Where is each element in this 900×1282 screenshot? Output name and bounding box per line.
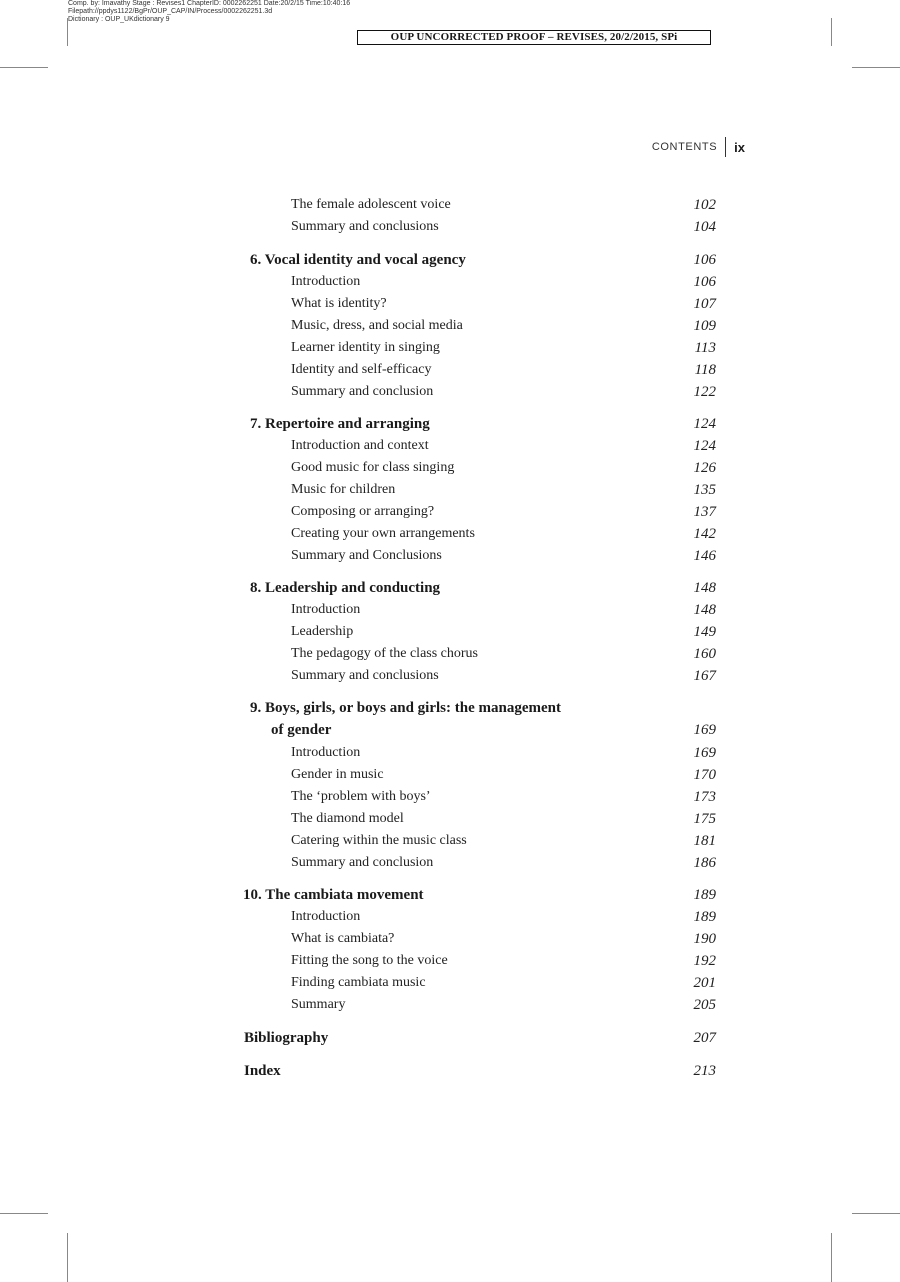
toc-entry-page: 142 [693, 526, 716, 542]
toc-entry-title: Leadership [291, 624, 354, 639]
toc-entry-page: 181 [693, 833, 716, 849]
toc-entry-title: The ‘problem with boys’ [291, 789, 431, 804]
chapter-title: 9. Boys, girls, or boys and girls: the management [250, 700, 561, 716]
meta-line-2: Filepath://ppdys1122/BgPr/OUP_CAP/IN/Process/0002262251.3d [68, 8, 273, 15]
toc-entry-page: 137 [693, 504, 716, 520]
toc-entry-page: 106 [693, 274, 716, 290]
crop-mark [852, 67, 900, 68]
toc-entry-title: Summary and conclusions [291, 668, 439, 683]
toc-entry-page: 148 [693, 602, 716, 618]
toc-entry-page: 104 [693, 219, 716, 235]
toc-entry-title: Gender in music [291, 767, 384, 782]
index-title: Index [244, 1063, 281, 1079]
toc-entry-title: Summary and conclusions [291, 219, 439, 234]
chapter-page: 124 [693, 416, 716, 432]
chapter-title: 8. Leadership and conducting [250, 580, 441, 596]
chapter-page: 106 [693, 252, 716, 268]
toc-entry-title: Summary [291, 997, 346, 1012]
toc-entry-title: Music, dress, and social media [291, 318, 463, 333]
toc-entry-title: Catering within the music class [291, 833, 467, 848]
toc-entry-page: 192 [693, 953, 716, 969]
proof-metadata [68, 0, 350, 24]
crop-mark [67, 18, 68, 46]
toc-entry-page: 169 [693, 745, 716, 761]
toc-entry-title: The pedagogy of the class chorus [291, 646, 478, 661]
bibliography-title: Bibliography [244, 1030, 329, 1046]
toc-entry-page: 205 [693, 997, 716, 1013]
toc-entry-title: Finding cambiata music [291, 975, 426, 990]
bibliography-page: 207 [693, 1030, 716, 1046]
toc-entry-title: Introduction [291, 602, 361, 617]
toc-entry-page: 170 [693, 767, 716, 783]
toc-entry-page: 135 [693, 482, 716, 498]
proof-banner: OUP UNCORRECTED PROOF – REVISES, 20/2/2015, SPi [357, 30, 711, 45]
toc-entry-page: 149 [693, 624, 716, 640]
toc-entry-page: 167 [693, 668, 716, 684]
crop-mark [67, 1233, 68, 1282]
toc-entry-title: Good music for class singing [291, 460, 455, 475]
toc-entry-title: Summary and Conclusions [291, 548, 442, 563]
toc-entry-title: The female adolescent voice [291, 197, 451, 212]
toc-entry-title: The diamond model [291, 811, 404, 826]
toc-entry-page: 113 [694, 340, 716, 356]
toc-entry-title: Summary and conclusion [291, 384, 434, 399]
index-page: 213 [693, 1063, 716, 1079]
toc-entry-page: 118 [694, 362, 716, 378]
toc-entry-page: 122 [693, 384, 716, 400]
running-head [652, 137, 745, 157]
chapter-page: 169 [693, 722, 716, 738]
page-number: ix [734, 139, 745, 155]
crop-mark [0, 67, 48, 68]
toc-entry-page: 186 [693, 855, 716, 871]
crop-mark [852, 1213, 900, 1214]
toc-entry-title: What is identity? [291, 296, 387, 311]
toc-entry-title: Music for children [291, 482, 396, 497]
toc-entry-title: Fitting the song to the voice [291, 953, 448, 968]
crop-mark [0, 1213, 48, 1214]
chapter-title: 10. The cambiata movement [243, 887, 424, 903]
toc-entry-title: Summary and conclusion [291, 855, 434, 870]
toc-entry-title: Identity and self-efficacy [291, 362, 432, 377]
toc-entry-title: Composing or arranging? [291, 504, 435, 519]
toc-entry-title: Introduction [291, 745, 361, 760]
crop-mark [831, 18, 832, 46]
chapter-page: 148 [693, 580, 716, 596]
chapter-title-continued: of gender [271, 722, 332, 738]
toc-entry-page: 201 [693, 975, 716, 991]
toc-entry-page: 175 [693, 811, 716, 827]
chapter-title: 6. Vocal identity and vocal agency [250, 252, 466, 268]
toc-entry-page: 126 [693, 460, 716, 476]
meta-line-1: Comp. by: Imavathy Stage : Revises1 ChapterID: 0002262251 Date:20/2/15 Time:10:40:16 [68, 0, 351, 7]
toc-entry-title: What is cambiata? [291, 931, 395, 946]
crop-mark [831, 1233, 832, 1282]
toc-entry-title: Introduction and context [291, 438, 429, 453]
toc-entry-title: Introduction [291, 274, 361, 289]
toc-entry-title: Creating your own arrangements [291, 526, 475, 541]
toc-entry-page: 146 [693, 548, 716, 564]
toc-entry-page: 173 [693, 789, 716, 805]
toc-entry-page: 109 [693, 318, 716, 334]
toc-entry-title: Learner identity in singing [291, 340, 440, 355]
meta-line-3: Dictionary : OUP_UKdictionary 9 [68, 16, 170, 23]
toc-entry-page: 124 [693, 438, 716, 454]
toc-entry-page: 102 [693, 197, 716, 213]
toc-entry-page: 160 [693, 646, 716, 662]
toc-entry-title: Introduction [291, 909, 361, 924]
toc-entry-page: 190 [693, 931, 716, 947]
chapter-page: 189 [693, 887, 716, 903]
running-head-label: CONTENTS [651, 141, 718, 153]
chapter-title: 7. Repertoire and arranging [250, 416, 430, 432]
toc-entry-page: 189 [693, 909, 716, 925]
toc-entry-page: 107 [693, 296, 716, 312]
